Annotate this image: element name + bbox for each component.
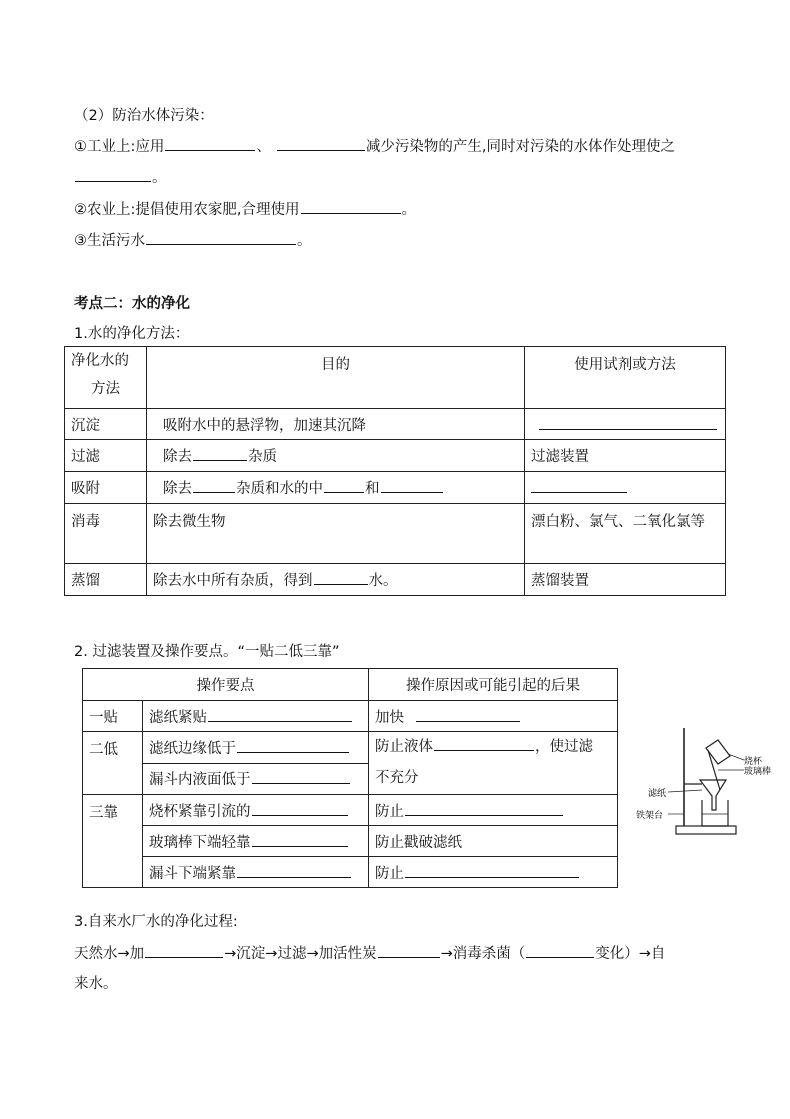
blank-field[interactable] — [405, 801, 563, 816]
pouring-beaker — [706, 740, 730, 764]
blank-field[interactable] — [314, 570, 368, 585]
life-line — [74, 229, 312, 250]
row-tool: 过滤装置 — [525, 440, 726, 472]
header-method-2: 方法 — [91, 381, 120, 397]
table-row — [65, 409, 726, 440]
process-text: →沉淀→过滤→加活性炭 — [224, 946, 377, 962]
table-row — [65, 504, 726, 564]
header-purpose: 目的 — [147, 347, 525, 409]
industry-line — [74, 135, 675, 156]
purpose-text: 和 — [365, 481, 380, 497]
table-header-row — [65, 347, 726, 409]
blank-field[interactable] — [145, 943, 223, 958]
blank-field[interactable] — [434, 736, 534, 751]
row-tool: 漂白粉、氯气、二氧化氯等 — [525, 504, 726, 564]
group-label: 一贴 — [83, 701, 143, 732]
industry-sep: 、 — [256, 139, 271, 155]
row-purpose: 除去微生物 — [147, 504, 525, 564]
agri-line — [74, 198, 416, 219]
label-stand: 铁架台 — [636, 811, 664, 821]
row-method: 吸附 — [65, 472, 147, 504]
reason-text: 防止液体 — [375, 739, 433, 755]
reason-text: ，使过滤 — [535, 739, 593, 755]
table-row — [83, 826, 618, 857]
question-3: 3.自来水厂水的净化过程: — [74, 914, 238, 930]
group-label: 二低 — [83, 732, 143, 795]
point-text: 滤纸紧贴 — [149, 709, 207, 726]
reason-text: 防止 — [375, 803, 404, 820]
blank-field[interactable] — [381, 478, 443, 493]
row-method: 过滤 — [65, 440, 147, 472]
process-line-2: 来水。 — [74, 976, 118, 992]
table-row — [65, 564, 726, 596]
point-text: 滤纸边缘低于 — [149, 740, 236, 757]
process-line — [74, 942, 665, 963]
purpose-text: 除去水中所有杂质，得到 — [153, 573, 313, 589]
stand-base — [676, 826, 736, 834]
header-cell — [65, 347, 147, 409]
blank-field[interactable] — [193, 446, 247, 461]
purpose-text: 杂质和水的中 — [236, 481, 323, 497]
point-cell — [143, 701, 369, 732]
funnel-icon — [700, 780, 726, 810]
blank-field[interactable] — [75, 167, 151, 182]
industry-text-b: 减少污染物的产生,同时对污染的水体作处理使之 — [365, 139, 675, 155]
header-point: 操作要点 — [83, 669, 369, 701]
point-text: 玻璃棒下端轻靠 — [149, 834, 251, 851]
point-text: 烧杯紧靠引流的 — [149, 803, 251, 820]
process-text: 天然水→加 — [74, 946, 145, 962]
agri-text: ②农业上:提倡使用农家肥,合理使用 — [74, 202, 300, 218]
blank-field[interactable] — [324, 478, 364, 493]
blank-field[interactable] — [526, 943, 594, 958]
row-method: 消毒 — [65, 504, 147, 564]
row-purpose — [147, 440, 525, 472]
table-header-row — [83, 669, 618, 701]
header-method-1: 净化水的 — [71, 353, 129, 369]
row-method: 蒸馏 — [65, 564, 147, 596]
reason-cell — [369, 701, 618, 732]
point-text: 漏斗下端紧靠 — [149, 865, 236, 882]
life-end: 。 — [297, 233, 312, 249]
purpose-text: 杂质 — [248, 449, 277, 465]
purpose-text: 除去 — [163, 481, 192, 497]
point-text: 漏斗内液面低于 — [149, 772, 251, 789]
point-cell — [143, 826, 369, 857]
blank-field[interactable] — [405, 863, 579, 878]
process-text: 变化）→自 — [595, 946, 666, 962]
life-text: ③生活污水 — [74, 233, 145, 249]
blank-field[interactable] — [252, 769, 350, 784]
blank-field[interactable] — [378, 943, 440, 958]
header-reason: 操作原因或可能引起的后果 — [369, 669, 618, 701]
table-row — [83, 701, 618, 732]
table-row — [83, 795, 618, 826]
question-2: 2. 过滤装置及操作要点。“一贴二低三靠” — [74, 644, 340, 660]
row-purpose — [147, 564, 525, 596]
blank-field[interactable] — [237, 738, 349, 753]
reason-text: 加快 — [375, 709, 404, 726]
blank-field[interactable] — [416, 707, 520, 722]
blank-field[interactable] — [301, 199, 401, 214]
reason-cell — [369, 795, 618, 826]
section-heading: （2）防治水体污染： — [74, 108, 214, 124]
label-paper: 滤纸 — [648, 789, 667, 799]
point-cell — [143, 732, 369, 764]
table-row — [65, 440, 726, 472]
label-rod: 玻璃棒 — [744, 767, 772, 777]
reason-text: 不充分 — [375, 770, 419, 786]
reason-text: 防止 — [375, 865, 404, 882]
kaodian-title: 考点二：水的净化 — [74, 296, 190, 312]
row-purpose: 吸附水中的悬浮物，加速其沉降 — [147, 409, 525, 440]
table-row — [83, 857, 618, 888]
industry-text-a: ①工业上:应用 — [74, 139, 165, 155]
reason-cell — [369, 857, 618, 888]
reason-cell: 防止戳破滤纸 — [369, 826, 618, 857]
point-cell — [143, 795, 369, 826]
blank-field[interactable] — [208, 707, 352, 722]
row-tool: 蒸馏装置 — [525, 564, 726, 596]
blank-field[interactable] — [531, 478, 627, 493]
filtration-table — [82, 668, 618, 888]
point-cell — [143, 857, 369, 888]
blank-field[interactable] — [146, 230, 296, 245]
row-purpose — [147, 472, 525, 504]
filtration-apparatus-diagram — [628, 718, 778, 843]
header-tool: 使用试剂或方法 — [525, 347, 726, 409]
blank-field[interactable] — [237, 863, 351, 878]
receiving-beaker — [702, 800, 728, 826]
process-text: →消毒杀菌（ — [440, 946, 526, 962]
reason-cell — [369, 732, 618, 795]
point-cell — [143, 763, 369, 795]
table-row — [83, 732, 618, 764]
blank-field[interactable] — [165, 136, 255, 151]
row-method: 沉淀 — [65, 409, 147, 440]
blank-field[interactable] — [539, 415, 717, 430]
purpose-text: 除去 — [163, 449, 192, 465]
industry-line-2 — [74, 166, 167, 187]
agri-end: 。 — [401, 202, 416, 218]
blank-field[interactable] — [252, 832, 348, 847]
label-beaker: 烧杯 — [744, 757, 763, 767]
table-row — [65, 472, 726, 504]
group-label: 三靠 — [83, 795, 143, 888]
blank-field[interactable] — [252, 801, 348, 816]
purpose-text: 水。 — [368, 573, 398, 589]
purification-table — [64, 346, 726, 596]
blank-field[interactable] — [193, 478, 235, 493]
blank-field[interactable] — [277, 136, 365, 151]
industry-end: 。 — [152, 170, 167, 186]
question-1: 1.水的净化方法： — [74, 326, 190, 342]
